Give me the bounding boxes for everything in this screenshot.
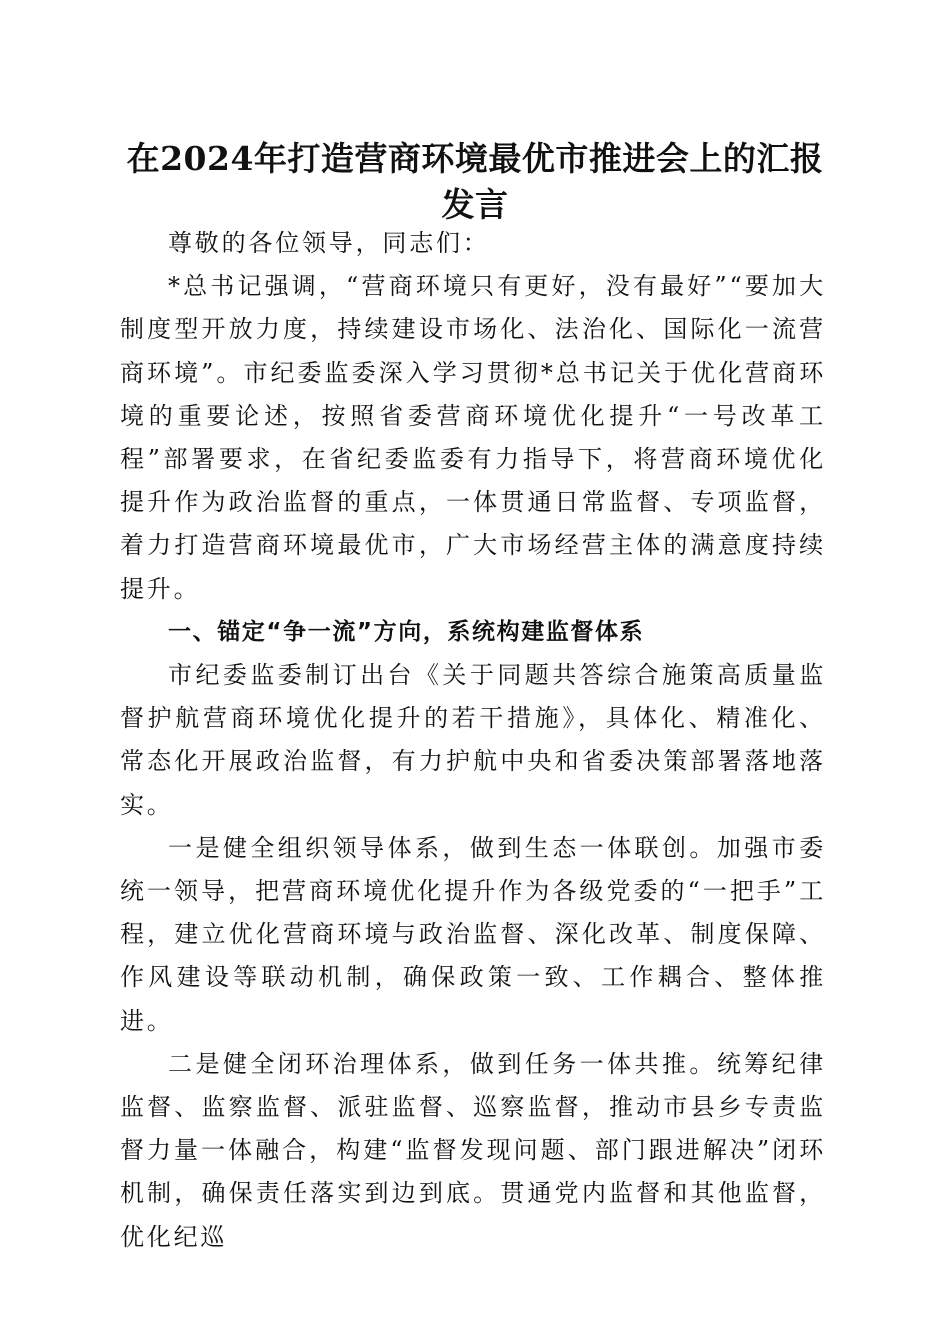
section-1-heading: 一、锚定“争一流”方向，系统构建监督体系 — [168, 618, 645, 645]
document-title: 在2024年打造营商环境最优市推进会上的汇报发言 — [126, 139, 824, 224]
section-1-paragraph-1: 市纪委监委制订出台《关于同题共答综合施策高质量监督护航营商环境优化提升的若干措施》，具体化、精准化、常态化开展政治监督，有力护航中央和省委决策部署落地落实。 — [120, 661, 826, 819]
salutation: 尊敬的各位领导，同志们： — [168, 229, 490, 257]
section-1-paragraph-3: 二是健全闭环治理体系，做到任务一体共推。统筹纪律监督、监察监督、派驻监督、巡察监督，推动市县乡专责监督力量一体融合，构建“监督发现问题、部门跟进解决”闭环机制，确保责任落实到边到底。贯通党内监督和其他监督，优化纪巡 — [120, 1049, 826, 1251]
intro-paragraph: *总书记强调，“营商环境只有更好，没有最好”“要加大制度型开放力度，持续建设市场化、法治化、国际化一流营商环境”。市纪委监委深入学习贯彻*总书记关于优化营商环境的重要论述，按照省委营商环境优化提升“一号改革工程”部署要求，在省纪委监委有力指导下，将营商环境优化提升作为政治监督的重点，一体贯通日常监督、专项监督，着力打造营商环境最优市，广大市场经营主体的满意度持续提升。 — [120, 272, 826, 603]
document-body — [120, 222, 826, 1259]
section-1-paragraph-2: 一是健全组织领导体系，做到生态一体联创。加强市委统一领导，把营商环境优化提升作为各级党委的“一把手”工程，建立优化营商环境与政治监督、深化改革、制度保障、作风建设等联动机制，确保政策一致、工作耦合、整体推进。 — [120, 833, 826, 1035]
